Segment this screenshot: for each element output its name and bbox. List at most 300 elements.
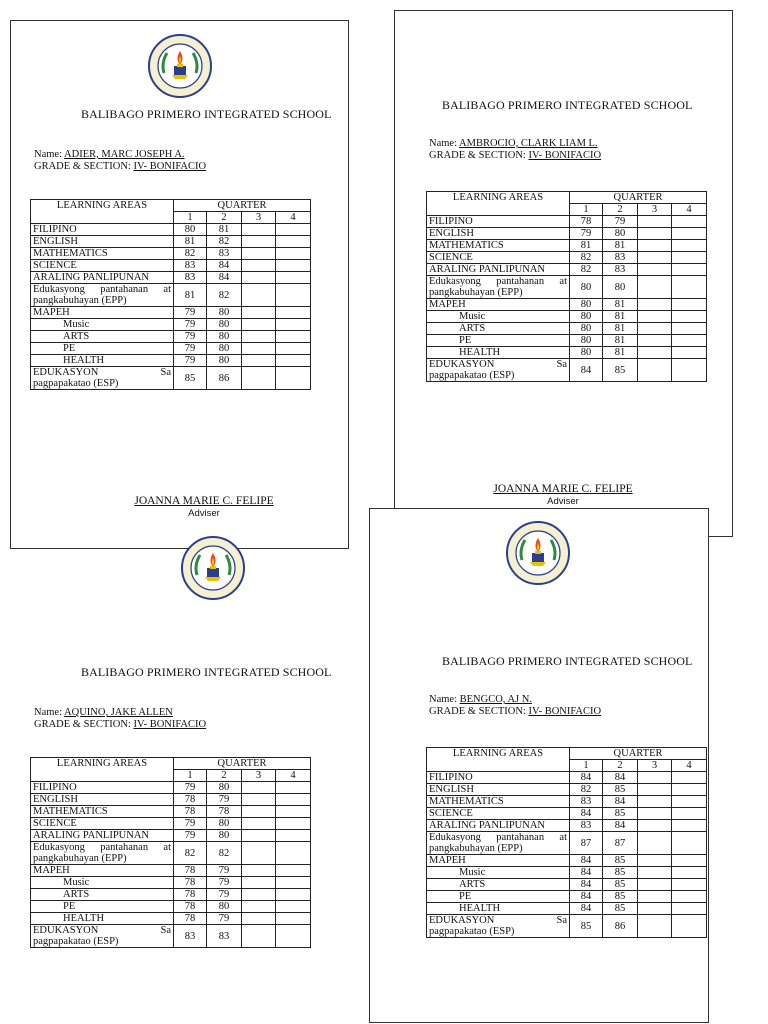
grade-q1: 82	[570, 264, 603, 276]
grade-q1: 79	[570, 228, 603, 240]
grade-q1: 79	[174, 818, 207, 830]
grade-q4	[276, 794, 311, 806]
grade-q1: 79	[174, 782, 207, 794]
quarter-1-header: 1	[570, 760, 603, 772]
grade-q4	[276, 272, 311, 284]
quarter-3-header: 3	[638, 204, 672, 216]
grade-q4	[276, 284, 311, 307]
subject-esp: EDUKASYON Sa pagpapakatao (ESP)	[31, 367, 174, 390]
subject-name: ARALING PANLIPUNAN	[427, 264, 570, 276]
grade-q2: 80	[603, 228, 638, 240]
subject-name: Music	[427, 311, 570, 323]
grade-q3	[638, 820, 672, 832]
grade-q1: 78	[174, 877, 207, 889]
table-row	[31, 307, 311, 319]
subject-name: FILIPINO	[427, 216, 570, 228]
grade-q3	[638, 323, 672, 335]
adviser-signature	[473, 483, 653, 507]
grade-q3	[242, 889, 276, 901]
grade-q4	[672, 240, 707, 252]
grade-q2: 80	[207, 830, 242, 842]
grade-q4	[672, 784, 707, 796]
grade-section-label: GRADE & SECTION:	[429, 706, 529, 717]
grade-q3	[242, 925, 276, 948]
table-header-row	[427, 748, 707, 760]
grade-q3	[242, 877, 276, 889]
student-info	[34, 707, 206, 731]
grade-q3	[242, 830, 276, 842]
learning-areas-header: LEARNING AREAS	[427, 192, 570, 216]
quarter-4-header: 4	[276, 770, 311, 782]
grade-q2: 78	[207, 806, 242, 818]
table-row	[427, 903, 707, 915]
grade-q3	[638, 359, 672, 382]
grade-q1: 80	[570, 311, 603, 323]
grade-q2: 85	[603, 359, 638, 382]
subject-epp: Edukasyong pantahanan at pangkabuhayan (EPP)	[427, 832, 570, 855]
grade-q1: 79	[174, 319, 207, 331]
grade-q1: 82	[570, 252, 603, 264]
grade-q4	[276, 877, 311, 889]
subject-esp: EDUKASYON Sa pagpapakatao (ESP)	[31, 925, 174, 948]
subject-name: ENGLISH	[31, 794, 174, 806]
school-logo-icon	[505, 520, 571, 586]
table-row	[31, 913, 311, 925]
grade-q3	[242, 367, 276, 390]
grade-q2: 84	[603, 772, 638, 784]
adviser-role: Adviser	[547, 496, 579, 507]
subject-name: HEALTH	[427, 903, 570, 915]
grade-q1: 83	[174, 272, 207, 284]
grade-q3	[638, 228, 672, 240]
subject-esp: EDUKASYON Sa pagpapakatao (ESP)	[427, 915, 570, 938]
grade-section-label: GRADE & SECTION:	[429, 150, 529, 161]
grade-q3	[242, 331, 276, 343]
grade-q1: 83	[174, 925, 207, 948]
grade-q2: 85	[603, 867, 638, 879]
grade-q1: 85	[570, 915, 603, 938]
subject-name: SCIENCE	[427, 252, 570, 264]
quarter-2-header: 2	[207, 770, 242, 782]
grade-section-label: GRADE & SECTION:	[34, 719, 134, 730]
grade-q4	[276, 367, 311, 390]
grade-q2: 84	[603, 796, 638, 808]
subject-name: ARTS	[427, 879, 570, 891]
grade-q3	[242, 865, 276, 877]
quarter-3-header: 3	[242, 770, 276, 782]
grade-q1: 82	[174, 248, 207, 260]
grade-q2: 80	[207, 307, 242, 319]
quarter-header: QUARTER	[174, 758, 311, 770]
subject-epp: Edukasyong pantahanan at pangkabuhayan (EPP)	[427, 276, 570, 299]
quarter-3-header: 3	[638, 760, 672, 772]
grade-q2: 86	[207, 367, 242, 390]
grade-q3	[638, 276, 672, 299]
learning-areas-header: LEARNING AREAS	[31, 200, 174, 224]
grade-q2: 82	[207, 842, 242, 865]
grade-q1: 83	[570, 796, 603, 808]
table-row	[31, 925, 311, 948]
grade-q4	[276, 842, 311, 865]
grade-q1: 82	[174, 842, 207, 865]
grade-q3	[638, 796, 672, 808]
grade-q4	[276, 248, 311, 260]
grade-q4	[672, 820, 707, 832]
grade-q3	[242, 236, 276, 248]
grade-q4	[672, 276, 707, 299]
quarter-1-header: 1	[174, 770, 207, 782]
grade-q3	[638, 808, 672, 820]
table-header-row	[427, 192, 707, 204]
school-name: BALIBAGO PRIMERO INTEGRATED SCHOOL	[442, 98, 693, 112]
table-row	[427, 772, 707, 784]
table-row	[31, 806, 311, 818]
grade-q1: 79	[174, 307, 207, 319]
subject-name: MATHEMATICS	[427, 796, 570, 808]
grade-q1: 84	[570, 808, 603, 820]
grade-q1: 81	[570, 240, 603, 252]
student-info	[429, 694, 601, 718]
quarter-4-header: 4	[276, 212, 311, 224]
table-row	[427, 891, 707, 903]
grade-q1: 87	[570, 832, 603, 855]
table-row	[427, 299, 707, 311]
subject-name: PE	[31, 343, 174, 355]
grade-q3	[638, 891, 672, 903]
grade-q2: 81	[603, 335, 638, 347]
subject-name: SCIENCE	[31, 818, 174, 830]
subject-name: FILIPINO	[31, 224, 174, 236]
grade-q4	[672, 796, 707, 808]
grade-q2: 81	[603, 311, 638, 323]
grade-q2: 81	[603, 323, 638, 335]
subject-name: ARTS	[31, 889, 174, 901]
grade-q2: 83	[603, 264, 638, 276]
grade-q4	[672, 311, 707, 323]
grade-q2: 79	[207, 889, 242, 901]
grades-table	[426, 747, 707, 938]
table-row	[31, 877, 311, 889]
table-row	[31, 842, 311, 865]
grade-q4	[672, 915, 707, 938]
table-row	[427, 228, 707, 240]
table-row	[31, 889, 311, 901]
grade-q3	[242, 794, 276, 806]
table-row	[427, 347, 707, 359]
grade-q1: 80	[570, 276, 603, 299]
grade-q2: 81	[207, 224, 242, 236]
learning-areas-header: LEARNING AREAS	[427, 748, 570, 772]
grade-q1: 81	[174, 236, 207, 248]
grade-q3	[638, 867, 672, 879]
grade-q1: 79	[174, 343, 207, 355]
grade-q3	[638, 915, 672, 938]
grade-q2: 80	[207, 782, 242, 794]
grades-table	[426, 191, 707, 382]
grades-table	[30, 757, 311, 948]
grade-q4	[672, 903, 707, 915]
subject-name: PE	[31, 901, 174, 913]
grade-q4	[276, 806, 311, 818]
subject-name: SCIENCE	[31, 260, 174, 272]
grade-q4	[672, 359, 707, 382]
table-row	[427, 784, 707, 796]
grade-q4	[276, 901, 311, 913]
grade-q2: 80	[603, 276, 638, 299]
grade-q2: 86	[603, 915, 638, 938]
grade-q4	[276, 331, 311, 343]
grade-q3	[242, 284, 276, 307]
section-value: IV- BONIFACIO	[528, 706, 602, 717]
table-row	[427, 276, 707, 299]
school-logo-icon	[180, 535, 246, 601]
grade-q4	[672, 772, 707, 784]
grade-q1: 78	[174, 865, 207, 877]
subject-name: MAPEH	[427, 299, 570, 311]
grade-q2: 85	[603, 808, 638, 820]
quarter-2-header: 2	[603, 204, 638, 216]
grades-table	[30, 199, 311, 390]
subject-esp: EDUKASYON Sa pagpapakatao (ESP)	[427, 359, 570, 382]
grade-q3	[638, 299, 672, 311]
grade-q2: 85	[603, 784, 638, 796]
grade-q3	[638, 903, 672, 915]
grade-q4	[672, 264, 707, 276]
grade-q3	[242, 224, 276, 236]
grade-q3	[242, 901, 276, 913]
grade-q4	[276, 319, 311, 331]
subject-name: ENGLISH	[427, 784, 570, 796]
grade-q4	[276, 343, 311, 355]
table-row	[31, 830, 311, 842]
grade-q4	[276, 913, 311, 925]
subject-epp: Edukasyong pantahanan at pangkabuhayan (EPP)	[31, 284, 174, 307]
school-name: BALIBAGO PRIMERO INTEGRATED SCHOOL	[81, 665, 332, 679]
student-info	[34, 149, 206, 173]
grade-q2: 81	[603, 347, 638, 359]
grade-q2: 85	[603, 879, 638, 891]
grade-q3	[242, 307, 276, 319]
grade-q2: 83	[207, 248, 242, 260]
grade-q1: 78	[174, 806, 207, 818]
subject-name: MAPEH	[31, 307, 174, 319]
grade-q1: 80	[174, 224, 207, 236]
quarter-2-header: 2	[603, 760, 638, 772]
grade-q3	[242, 272, 276, 284]
grade-q2: 82	[207, 236, 242, 248]
section-value: IV- BONIFACIO	[528, 150, 602, 161]
grade-q4	[672, 299, 707, 311]
table-row	[31, 865, 311, 877]
grade-q3	[242, 260, 276, 272]
grade-q3	[638, 311, 672, 323]
quarter-header: QUARTER	[570, 748, 707, 760]
subject-name: HEALTH	[31, 355, 174, 367]
grade-q4	[672, 808, 707, 820]
table-row	[31, 794, 311, 806]
subject-name: ENGLISH	[427, 228, 570, 240]
grade-q4	[276, 818, 311, 830]
grade-q3	[638, 772, 672, 784]
grade-q4	[672, 228, 707, 240]
grade-section-label: GRADE & SECTION:	[34, 161, 134, 172]
grade-q1: 79	[174, 331, 207, 343]
grade-q3	[638, 264, 672, 276]
grade-q2: 80	[207, 343, 242, 355]
subject-name: ARALING PANLIPUNAN	[31, 272, 174, 284]
table-row	[31, 224, 311, 236]
grade-q1: 78	[174, 901, 207, 913]
grade-q1: 84	[570, 772, 603, 784]
grade-q1: 79	[174, 355, 207, 367]
quarter-2-header: 2	[207, 212, 242, 224]
student-name: BENGCO, AJ N.	[459, 694, 532, 705]
table-row	[427, 855, 707, 867]
grade-q1: 80	[570, 299, 603, 311]
quarter-1-header: 1	[174, 212, 207, 224]
grade-q4	[672, 347, 707, 359]
grade-q4	[276, 782, 311, 794]
quarter-3-header: 3	[242, 212, 276, 224]
grade-q2: 84	[207, 272, 242, 284]
table-header-row	[31, 758, 311, 770]
grade-q2: 84	[603, 820, 638, 832]
grade-q3	[242, 913, 276, 925]
grade-q2: 79	[207, 794, 242, 806]
table-row	[427, 820, 707, 832]
grade-q2: 79	[603, 216, 638, 228]
school-logo-icon	[147, 33, 213, 99]
table-row	[31, 331, 311, 343]
table-row	[31, 284, 311, 307]
subject-name: MATHEMATICS	[31, 806, 174, 818]
grade-q3	[242, 343, 276, 355]
adviser-name: JOANNA MARIE C. FELIPE	[134, 495, 274, 507]
subject-epp: Edukasyong pantahanan at pangkabuhayan (EPP)	[31, 842, 174, 865]
table-row	[31, 367, 311, 390]
quarter-1-header: 1	[570, 204, 603, 216]
grade-q1: 80	[570, 323, 603, 335]
subject-name: MAPEH	[427, 855, 570, 867]
table-row	[427, 216, 707, 228]
student-name: ADIER, MARC JOSEPH A.	[64, 149, 185, 160]
name-label: Name:	[429, 138, 460, 149]
grade-q1: 78	[570, 216, 603, 228]
grade-q1: 82	[570, 784, 603, 796]
school-name: BALIBAGO PRIMERO INTEGRATED SCHOOL	[442, 654, 693, 668]
grade-q3	[242, 806, 276, 818]
grade-q3	[638, 784, 672, 796]
table-row	[427, 335, 707, 347]
table-row	[31, 260, 311, 272]
grade-q1: 78	[174, 889, 207, 901]
student-name: AQUINO, JAKE ALLEN	[64, 707, 173, 718]
student-info	[429, 138, 601, 162]
grade-q2: 85	[603, 855, 638, 867]
grade-q4	[672, 867, 707, 879]
grade-q4	[672, 252, 707, 264]
table-row	[31, 343, 311, 355]
grade-q2: 80	[207, 319, 242, 331]
learning-areas-header: LEARNING AREAS	[31, 758, 174, 782]
table-row	[427, 915, 707, 938]
school-name: BALIBAGO PRIMERO INTEGRATED SCHOOL	[81, 107, 332, 121]
grade-q2: 82	[207, 284, 242, 307]
subject-name: MATHEMATICS	[31, 248, 174, 260]
grade-q1: 84	[570, 855, 603, 867]
subject-name: FILIPINO	[31, 782, 174, 794]
grade-q1: 78	[174, 913, 207, 925]
grade-q3	[242, 319, 276, 331]
grade-q2: 85	[603, 903, 638, 915]
grade-q2: 80	[207, 331, 242, 343]
grade-q3	[242, 355, 276, 367]
grade-q1: 84	[570, 359, 603, 382]
subject-name: PE	[427, 335, 570, 347]
grade-q1: 78	[174, 794, 207, 806]
subject-name: Music	[31, 877, 174, 889]
grade-q2: 83	[207, 925, 242, 948]
grade-q2: 84	[207, 260, 242, 272]
subject-name: ARTS	[427, 323, 570, 335]
table-row	[427, 240, 707, 252]
table-row	[31, 818, 311, 830]
grade-q3	[242, 248, 276, 260]
name-label: Name:	[34, 707, 65, 718]
table-row	[31, 236, 311, 248]
grade-q2: 81	[603, 240, 638, 252]
subject-name: ARTS	[31, 331, 174, 343]
table-row	[31, 272, 311, 284]
grade-q2: 80	[207, 901, 242, 913]
quarter-header: QUARTER	[570, 192, 707, 204]
subject-name: MAPEH	[31, 865, 174, 877]
grade-q4	[276, 236, 311, 248]
adviser-role: Adviser	[188, 508, 220, 519]
grade-q4	[276, 307, 311, 319]
quarter-4-header: 4	[672, 760, 707, 772]
grade-q1: 81	[174, 284, 207, 307]
grade-q1: 80	[570, 335, 603, 347]
table-row	[31, 355, 311, 367]
grade-q2: 81	[603, 299, 638, 311]
grade-q1: 83	[174, 260, 207, 272]
grade-q1: 84	[570, 891, 603, 903]
grade-q4	[276, 830, 311, 842]
grade-q4	[672, 323, 707, 335]
table-row	[31, 248, 311, 260]
table-row	[31, 319, 311, 331]
grade-q1: 84	[570, 879, 603, 891]
grade-q2: 79	[207, 913, 242, 925]
quarter-4-header: 4	[672, 204, 707, 216]
grade-q2: 87	[603, 832, 638, 855]
grade-q2: 80	[207, 355, 242, 367]
table-row	[427, 832, 707, 855]
table-row	[427, 323, 707, 335]
grade-q4	[672, 216, 707, 228]
grade-q4	[672, 855, 707, 867]
table-row	[427, 879, 707, 891]
subject-name: HEALTH	[427, 347, 570, 359]
name-label: Name:	[34, 149, 65, 160]
adviser-name: JOANNA MARIE C. FELIPE	[493, 483, 633, 495]
grade-q3	[638, 879, 672, 891]
grade-q4	[276, 260, 311, 272]
table-row	[427, 359, 707, 382]
grade-q2: 79	[207, 865, 242, 877]
grade-q3	[638, 832, 672, 855]
